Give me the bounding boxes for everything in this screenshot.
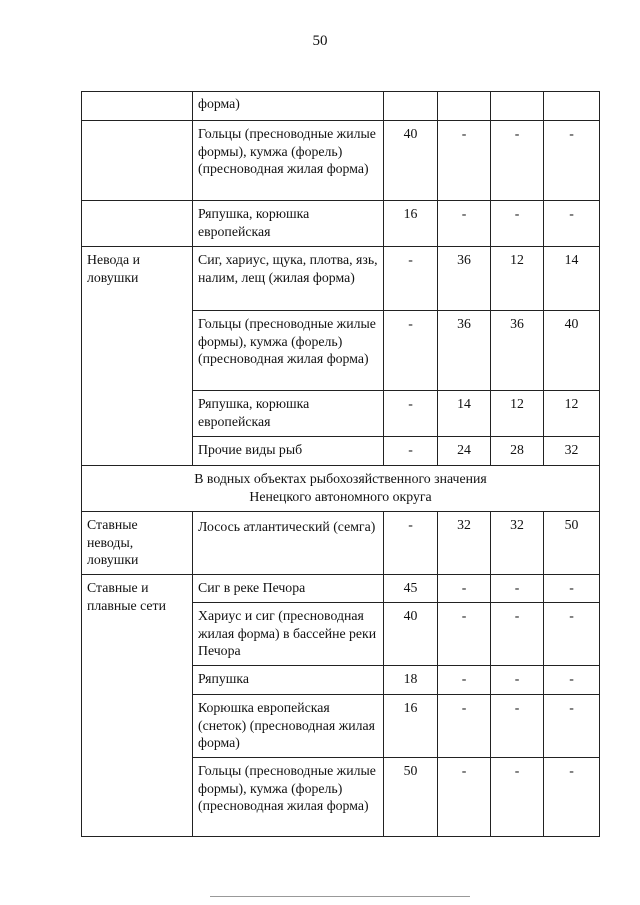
table-row (82, 201, 600, 247)
value-cell: - (491, 666, 544, 695)
value-cell: 32 (438, 512, 491, 575)
value-cell: 12 (491, 247, 544, 311)
value-cell: 40 (384, 603, 438, 666)
value-cell: 36 (438, 311, 491, 391)
species-cell: форма) (193, 92, 384, 121)
value-cell (491, 92, 544, 121)
species-cell: Гольцы (пресноводные жилые формы), кумжа (форель) (пресноводная жилая форма) (193, 311, 384, 391)
value-cell: 32 (491, 512, 544, 575)
value-cell: 16 (384, 695, 438, 758)
value-cell: 14 (438, 391, 491, 437)
value-cell: 50 (384, 758, 438, 837)
value-cell: 32 (544, 437, 600, 466)
value-cell: - (384, 512, 438, 575)
value-cell: - (491, 121, 544, 201)
section-heading-line: Ненецкого автономного округа (249, 488, 432, 504)
species-cell: Прочие виды рыб (193, 437, 384, 466)
gear-cell (82, 92, 193, 121)
gear-cell (82, 121, 193, 201)
species-cell: Гольцы (пресноводные жилые формы), кумжа (форель) (пресноводная жилая форма) (193, 121, 384, 201)
section-row (82, 466, 600, 512)
value-cell: 40 (544, 311, 600, 391)
section-heading-line: В водных объектах рыбохозяйственного значения (194, 471, 487, 486)
value-cell: 12 (491, 391, 544, 437)
value-cell: - (384, 247, 438, 311)
value-cell: 45 (384, 575, 438, 603)
species-cell: Ряпушка, корюшка европейская (193, 201, 384, 247)
value-cell: 16 (384, 201, 438, 247)
species-cell: Лосось атлантический (семга) (193, 512, 384, 575)
value-cell: 12 (544, 391, 600, 437)
gear-cell (82, 201, 193, 247)
value-cell: 24 (438, 437, 491, 466)
value-cell: - (491, 575, 544, 603)
value-cell: - (384, 311, 438, 391)
value-cell: - (384, 391, 438, 437)
gear-cell: Невода и ловушки (82, 247, 193, 466)
page-number: 50 (312, 33, 328, 49)
value-cell: 36 (491, 311, 544, 391)
value-cell: - (544, 758, 600, 837)
value-cell: 36 (438, 247, 491, 311)
value-cell: - (384, 437, 438, 466)
value-cell: 14 (544, 247, 600, 311)
species-cell: Сиг в реке Печора (193, 575, 384, 603)
value-cell: - (438, 121, 491, 201)
value-cell: 40 (384, 121, 438, 201)
section-heading (82, 466, 600, 512)
value-cell: - (491, 695, 544, 758)
table-row (82, 575, 600, 603)
regulation-table (81, 91, 600, 837)
gear-cell: Ставные и плавные сети (82, 575, 193, 837)
value-cell: 18 (384, 666, 438, 695)
gear-cell: Ставные неводы, ловушки (82, 512, 193, 575)
species-cell: Хариус и сиг (пресноводная жилая форма) в бассейне реки Печора (193, 603, 384, 666)
value-cell: - (438, 575, 491, 603)
species-cell: Корюшка европейская (снеток) (пресноводная жилая форма) (193, 695, 384, 758)
value-cell: - (438, 201, 491, 247)
value-cell: - (544, 666, 600, 695)
species-cell: Гольцы (пресноводные жилые формы), кумжа (форель) (пресноводная жилая форма) (193, 758, 384, 837)
value-cell: - (544, 201, 600, 247)
value-cell: - (438, 695, 491, 758)
table-row (82, 92, 600, 121)
species-cell: Ряпушка, корюшка европейская (193, 391, 384, 437)
value-cell: - (491, 201, 544, 247)
value-cell: 28 (491, 437, 544, 466)
species-cell: Сиг, хариус, щука, плотва, язь, налим, лещ (жилая форма) (193, 247, 384, 311)
value-cell: - (544, 121, 600, 201)
species-cell: Ряпушка (193, 666, 384, 695)
footer-divider (210, 896, 470, 897)
value-cell: - (438, 758, 491, 837)
value-cell (544, 92, 600, 121)
value-cell (438, 92, 491, 121)
table-row (82, 121, 600, 201)
value-cell: - (438, 666, 491, 695)
value-cell: - (544, 575, 600, 603)
value-cell (384, 92, 438, 121)
value-cell: - (544, 695, 600, 758)
table-row (82, 247, 600, 311)
value-cell: - (491, 758, 544, 837)
value-cell: - (491, 603, 544, 666)
value-cell: - (438, 603, 491, 666)
value-cell: - (544, 603, 600, 666)
table-row (82, 512, 600, 575)
value-cell: 50 (544, 512, 600, 575)
